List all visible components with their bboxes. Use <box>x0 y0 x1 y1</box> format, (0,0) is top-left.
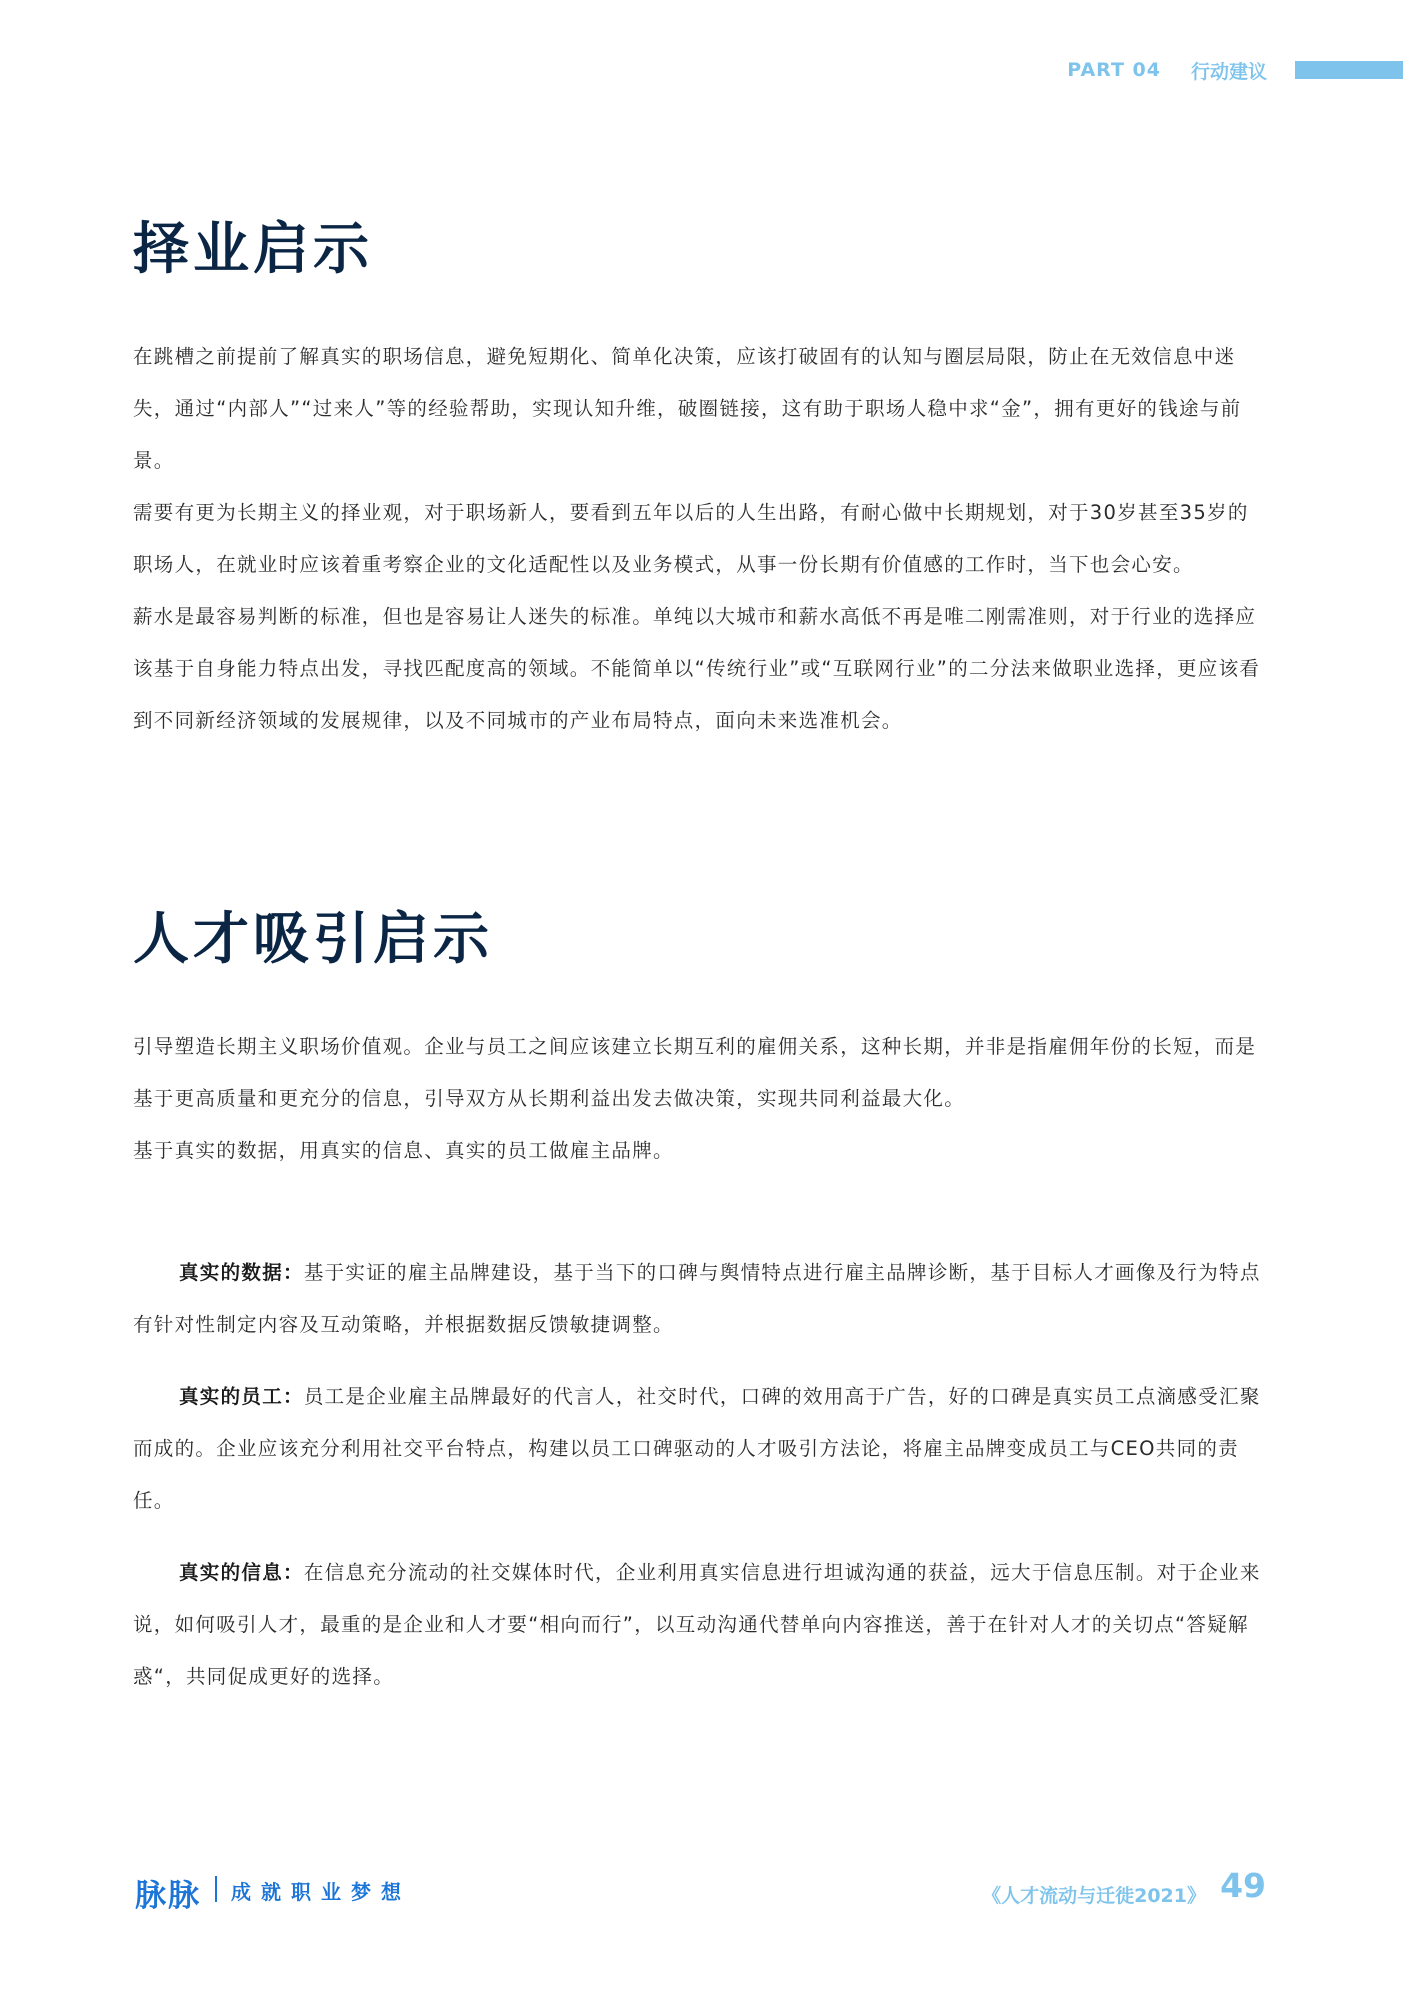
header-accent-bar <box>1295 61 1403 79</box>
list-item <box>133 1247 1268 1351</box>
brand-slogan: 成就职业梦想 <box>231 1880 411 1904</box>
section-talent-attraction <box>133 907 1268 972</box>
talent-items <box>133 1247 1268 1703</box>
item-lead: 真实的数据： <box>179 1261 304 1284</box>
page-header <box>1067 56 1411 84</box>
footer-divider <box>215 1876 217 1902</box>
list-item <box>133 1547 1268 1703</box>
item-lead: 真实的员工： <box>179 1385 304 1408</box>
item-lead: 真实的信息： <box>179 1561 304 1584</box>
paragraph: 基于真实的数据，用真实的信息、真实的员工做雇主品牌。 <box>133 1139 674 1162</box>
item-text: 在信息充分流动的社交媒体时代，企业利用真实信息进行坦诚沟通的获益，远大于信息压制。对于企业来说，如何吸引人才，最重的是企业和人才要“相向而行”，以互动沟通代替单向内容推送，善于在针对人才的关切点“答疑解惑“，共同促成更好的选择。 <box>133 1561 1261 1688</box>
section-title: 择业启示 <box>133 217 373 282</box>
page-number: 49 <box>1220 1866 1266 1905</box>
paragraph: 在跳槽之前提前了解真实的职场信息，避免短期化、简单化决策，应该打破固有的认知与圈层局限，防止在无效信息中迷失，通过“内部人”“过来人”等的经验帮助，实现认知升维，破圈链接，这有助于职场人稳中求“金”，拥有更好的钱途与前景。 <box>133 345 1242 472</box>
page-footer <box>135 1866 1266 1914</box>
section-career-choice-body <box>133 331 1268 747</box>
list-item <box>133 1371 1268 1527</box>
paragraph: 引导塑造长期主义职场价值观。企业与员工之间应该建立长期互利的雇佣关系，这种长期，并非是指雇佣年份的长短，而是基于更高质量和更充分的信息，引导双方从长期利益出发去做决策，实现共同利益最大化。 <box>133 1035 1257 1110</box>
item-text: 员工是企业雇主品牌最好的代言人，社交时代，口碑的效用高于广告，好的口碑是真实员工点滴感受汇聚而成的。企业应该充分利用社交平台特点，构建以员工口碑驱动的人才吸引方法论，将雇主品牌变成员工与CEO共同的责任。 <box>133 1385 1261 1512</box>
item-text: 基于实证的雇主品牌建设，基于当下的口碑与舆情特点进行雇主品牌诊断，基于目标人才画像及行为特点有针对性制定内容及互动策略，并根据数据反馈敏捷调整。 <box>133 1261 1261 1336</box>
paragraph: 需要有更为长期主义的择业观，对于职场新人，要看到五年以后的人生出路，有耐心做中长期规划，对于30岁甚至35岁的职场人，在就业时应该着重考察企业的文化适配性以及业务模式，从事一份长期有价值感的工作时，当下也会心安。 <box>133 501 1249 576</box>
section-title: 人才吸引启示 <box>133 907 493 972</box>
section-talent-attraction-body <box>133 1021 1268 1177</box>
part-label: PART 04 <box>1067 59 1161 81</box>
paragraph: 薪水是最容易判断的标准，但也是容易让人迷失的标准。单纯以大城市和薪水高低不再是唯二刚需准则，对于行业的选择应该基于自身能力特点出发，寻找匹配度高的领域。不能简单以“传统行业”或“互联网行业”的二分法来做职业选择，更应该看到不同新经济领域的发展规律，以及不同城市的产业布局特点，面向未来选准机会。 <box>133 605 1261 732</box>
brand-logo: 脉脉 <box>135 1878 201 1914</box>
section-label: 行动建议 <box>1190 60 1267 83</box>
section-career-choice <box>133 217 1268 282</box>
book-title: 《人才流动与迁徙2021》 <box>982 1885 1206 1907</box>
